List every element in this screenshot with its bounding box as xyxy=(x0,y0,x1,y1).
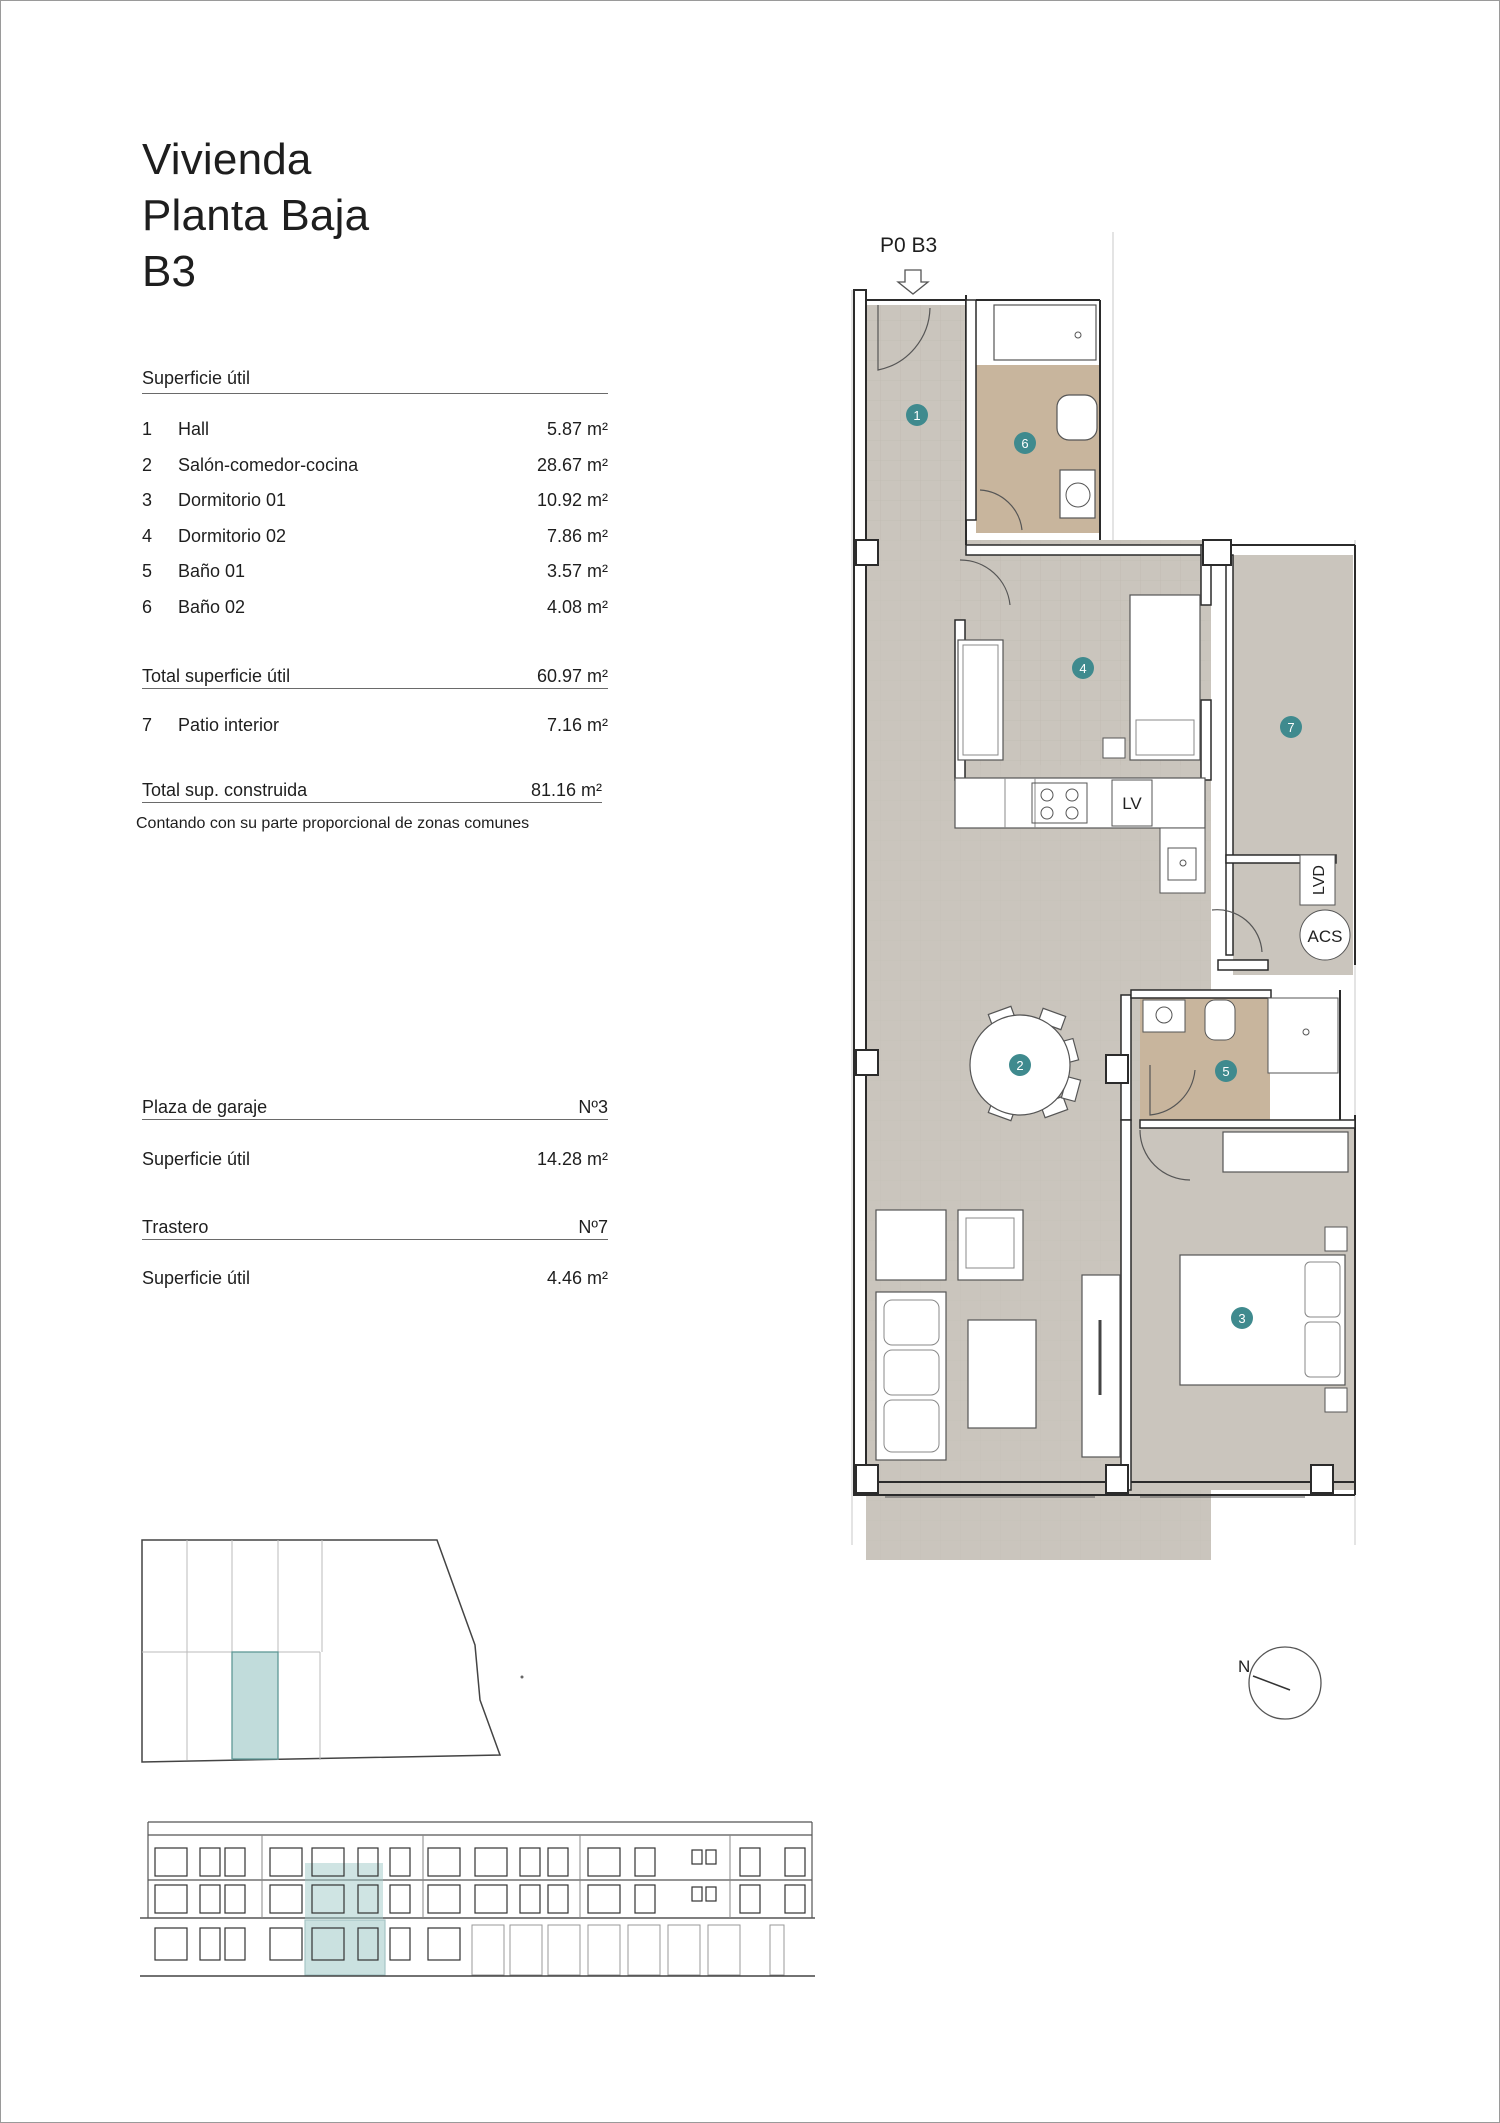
bed-1 xyxy=(1180,1255,1345,1385)
surface-heading: Superficie útil xyxy=(142,368,608,394)
room-row: 6 Baño 02 4.08 m² xyxy=(142,597,608,617)
room-row: 3 Dormitorio 01 10.92 m² xyxy=(142,490,608,510)
marker-1: 1 xyxy=(913,408,921,423)
highlight-garage xyxy=(232,1652,278,1759)
kitchen-counter xyxy=(955,778,1205,828)
building-elevation xyxy=(130,1815,830,1920)
floor-plan xyxy=(840,220,1370,1560)
room-row: 2 Salón-comedor-cocina 28.67 m² xyxy=(142,455,608,475)
marker-7: 7 xyxy=(1287,720,1295,735)
room-row: 4 Dormitorio 02 7.86 m² xyxy=(142,526,608,546)
compass xyxy=(1220,1640,1330,1730)
garage-surface-row: Superficie útil 14.28 m² xyxy=(142,1149,608,1169)
total-built-row: Total sup. construida 81.16 m² xyxy=(142,780,602,803)
marker-3: 3 xyxy=(1238,1311,1246,1326)
shower-1 xyxy=(1268,998,1338,1073)
room-row: 1 Hall 5.87 m² xyxy=(142,419,608,439)
svg-text:N: N xyxy=(1238,1657,1251,1676)
title-line-2: Planta Baja xyxy=(142,191,370,240)
sofa xyxy=(876,1292,946,1460)
svg-text:LV: LV xyxy=(1122,794,1142,813)
page-title xyxy=(142,132,369,300)
site-key-plan xyxy=(130,1525,530,1775)
bathtub-2 xyxy=(994,305,1096,360)
north-arrow-icon xyxy=(1253,1676,1290,1690)
built-note: Contando con su parte proporcional de zonas comunes xyxy=(136,815,530,832)
svg-text:ACS: ACS xyxy=(1307,927,1343,946)
room-row: 5 Baño 01 3.57 m² xyxy=(142,561,608,581)
title-line-1: Vivienda xyxy=(142,135,312,184)
storage-surface-row: Superficie útil 4.46 m² xyxy=(142,1268,608,1288)
marker-5: 5 xyxy=(1222,1064,1230,1079)
garage-row: Plaza de garaje Nº3 xyxy=(142,1097,608,1120)
bed-2 xyxy=(1130,595,1200,760)
total-useful-row: Total superficie útil 60.97 m² xyxy=(142,666,608,689)
unit-label: P0 B3 xyxy=(880,234,938,257)
elevation-ground-floor xyxy=(130,1915,830,1990)
patio-row: 7 Patio interior 7.16 m² xyxy=(142,715,608,735)
storage-row: Trastero Nº7 xyxy=(142,1217,608,1240)
wardrobe-bed2 xyxy=(958,640,1003,760)
marker-6: 6 xyxy=(1021,436,1029,451)
svg-text:LVD: LVD xyxy=(1311,865,1328,895)
entry-arrow-icon xyxy=(898,270,928,294)
coffee-table xyxy=(968,1320,1036,1428)
title-line-3: B3 xyxy=(142,247,197,296)
marker-2: 2 xyxy=(1016,1058,1024,1073)
marker-4: 4 xyxy=(1079,661,1087,676)
